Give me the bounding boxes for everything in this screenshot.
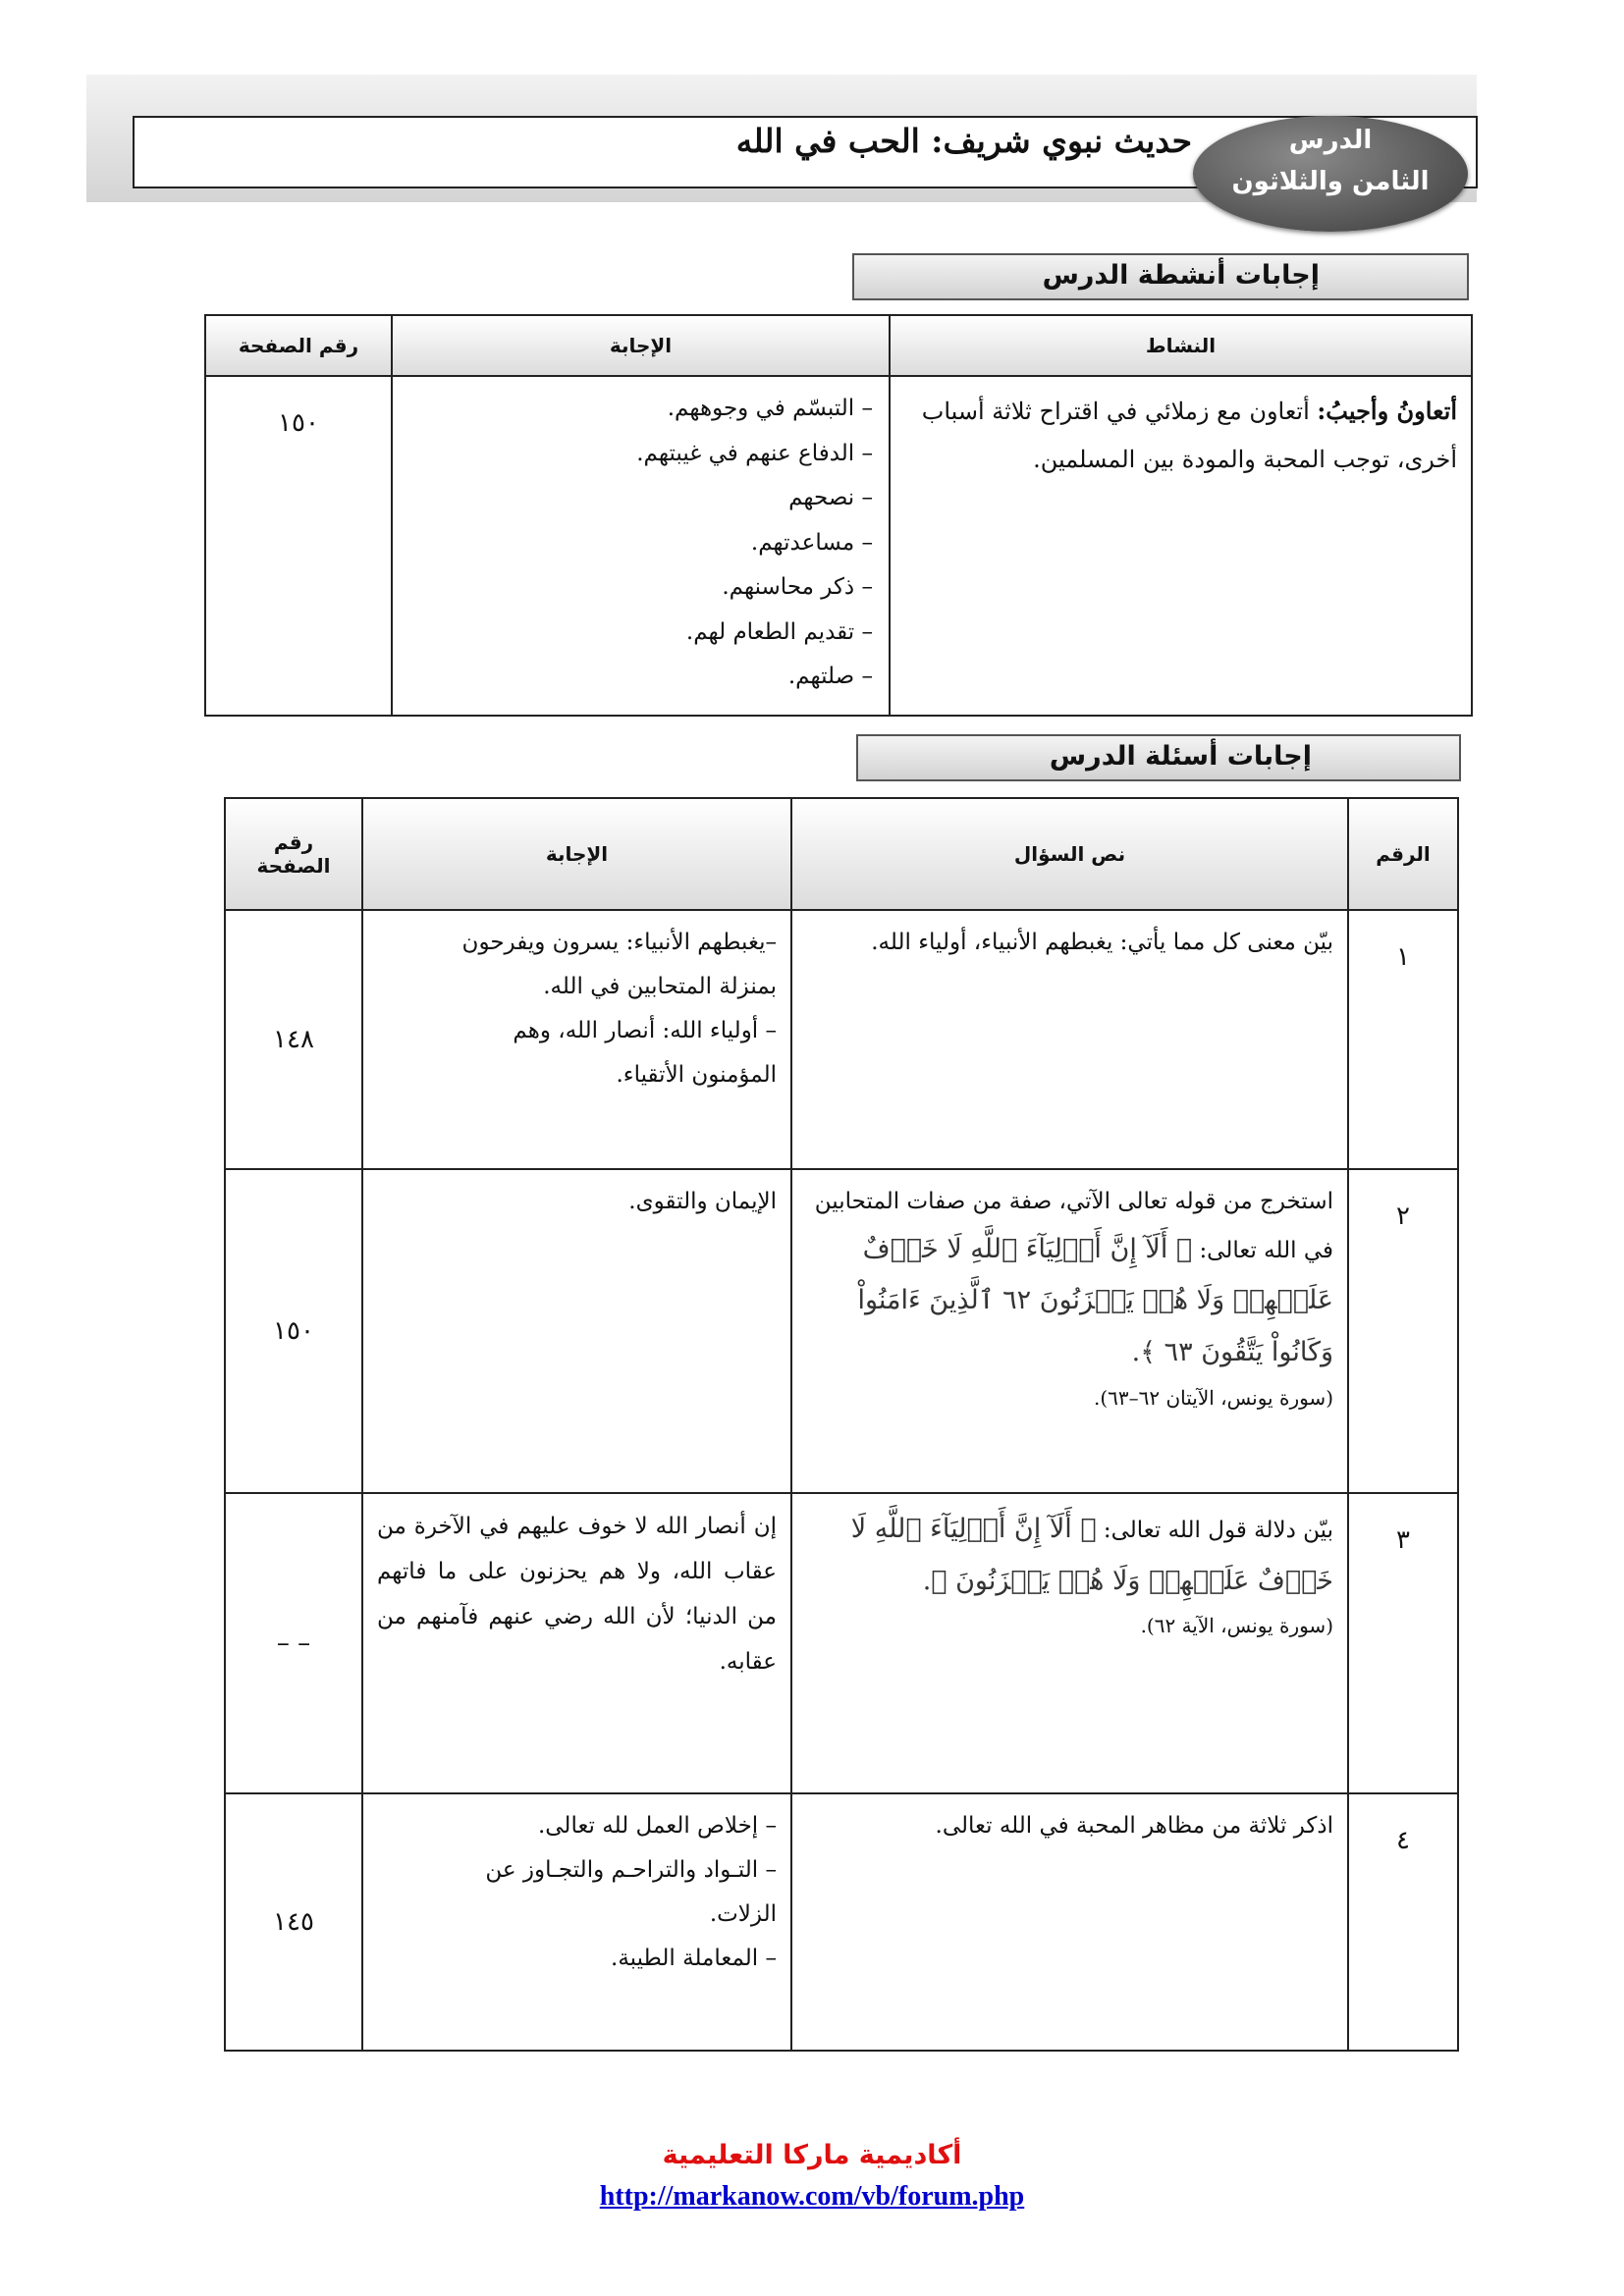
activity-title: أتعاونُ وأجيبُ: <box>1317 397 1457 425</box>
activities-section-title: إجابات أنشطة الدرس <box>852 253 1469 300</box>
lesson-number: الثامن والثلاثون <box>1231 167 1430 196</box>
col-page: رقم الصفحة <box>205 315 392 376</box>
academy-name: أكاديمية ماركا التعليمية <box>662 2140 962 2170</box>
page-title: حديث نبوي شريف: الحب في الله <box>735 122 1192 160</box>
list-item: – ذكر محاسنهم. <box>722 574 873 601</box>
table-row <box>225 910 1458 1169</box>
question-text: استخرج من قوله تعالى الآتي، صفة من صفات المتحابين في الله تعالى: <box>814 1189 1333 1263</box>
table-row <box>225 1793 1458 2051</box>
page-number: ١٤٥ <box>225 1793 362 2051</box>
table-row <box>205 376 1472 716</box>
quran-verse: ﴿ أَلَآ إِنَّ أَوۡلِيَآءَ ٱللَّهِ لَا خَوۡفٌ عَلَيۡهِمۡ وَلَا هُمۡ يَحۡزَنُونَ ﴾. <box>850 1514 1333 1596</box>
col-answer: الإجابة <box>392 315 890 376</box>
answer-cell: الإيمان والتقوى. <box>362 1169 791 1493</box>
question-number: ٣ <box>1348 1493 1458 1793</box>
activity-page: ١٥٠ <box>205 376 392 716</box>
answer-text: إن أنصار الله لا خوف عليهم في الآخرة من عقاب الله، ولا هم يحزنون على ما فاتهم من الدنيا؛ لأن الله رضي عنهم فآمنهم من عقابه. <box>362 1493 791 1793</box>
question-cell <box>791 1169 1348 1493</box>
list-item: – الدفاع عنهم في غيبتهم. <box>636 440 873 466</box>
lesson-label: الدرس <box>1288 126 1373 155</box>
col-page: رقم الصفحة <box>225 798 362 910</box>
activities-table <box>204 314 1473 717</box>
page-number: ١٤٨ <box>225 910 362 1169</box>
question-number: ٤ <box>1348 1793 1458 2051</box>
table-row <box>225 1493 1458 1793</box>
question-cell <box>791 1493 1348 1793</box>
list-item: – تقديم الطعام لهم. <box>685 618 873 645</box>
quran-verse: ﴿ أَلَآ إِنَّ أَوۡلِيَآءَ ٱللَّهِ لَا خَوۡفٌ عَلَيۡهِمۡ وَلَا هُمۡ يَحۡزَنُونَ ٦٢ ٱلَّذِينَ ءَامَنُواْ وَكَانُواْ يَتَّقُونَ ٦٣ ﴾. <box>857 1233 1333 1368</box>
questions-table <box>224 797 1459 2052</box>
answer-cell: – إخلاص العمل لله تعالى. – التـواد والتراحـم والتجـاوز عن الزلات. – المعاملة الطيبة. <box>362 1793 791 2051</box>
lesson-badge <box>1193 116 1468 232</box>
col-question: نص السؤال <box>791 798 1348 910</box>
page-number: – – <box>225 1493 362 1793</box>
question-number: ١ <box>1348 910 1458 1169</box>
question-text: بيّن دلالة قول الله تعالى: <box>1103 1518 1333 1543</box>
question-number: ٢ <box>1348 1169 1458 1493</box>
activity-answer-cell <box>392 376 890 716</box>
table-row <box>225 1169 1458 1493</box>
questions-section-title: إجابات أسئلة الدرس <box>856 734 1461 781</box>
question-text: اذكر ثلاثة من مظاهر المحبة في الله تعالى. <box>791 1793 1348 2051</box>
footer-link-wrap <box>0 2181 1624 2213</box>
verse-reference: (سورة يونس، الآيتان ٦٢–٦٣). <box>1093 1385 1333 1410</box>
verse-reference: (سورة يونس، الآية ٦٢). <box>1140 1614 1333 1638</box>
col-activity: النشاط <box>890 315 1472 376</box>
answer-cell: –يغبطهم الأنبياء: يسرون ويفرحون بمنزلة المتحابين في الله. – أولياء الله: أنصار الله، وهم المؤمنون الأتقياء. <box>362 910 791 1169</box>
col-num: الرقم <box>1348 798 1458 910</box>
activity-cell <box>890 376 1472 716</box>
question-text: بيّن معنى كل مما يأتي: يغبطهم الأنبياء، أولياء الله. <box>791 910 1348 1169</box>
list-item: – نصحهم <box>788 485 873 511</box>
activity-text: أتعاون مع زملائي في اقتراح ثلاثة أسباب أخرى، توجب المحبة والمودة بين المسلمين. <box>921 398 1457 474</box>
col-answer: الإجابة <box>362 798 791 910</box>
list-item: – التبسّم في وجوههم. <box>667 396 873 421</box>
forum-link[interactable]: http://markanow.com/vb/forum.php <box>599 2181 1025 2212</box>
list-item: – مساعدتهم. <box>750 529 873 556</box>
list-item: – صلتهم. <box>787 664 873 690</box>
page-number: ١٥٠ <box>225 1169 362 1493</box>
